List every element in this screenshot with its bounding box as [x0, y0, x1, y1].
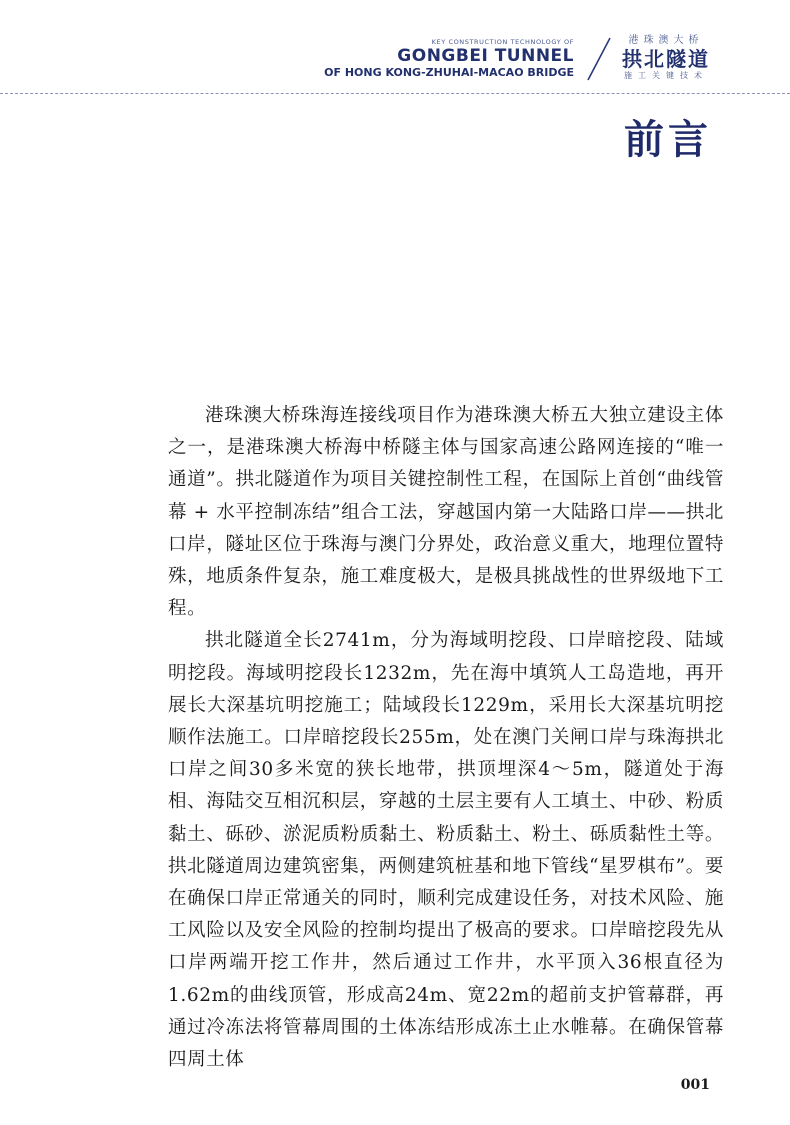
header-divider-slash — [584, 36, 614, 82]
header-en-title: GONGBEI TUNNEL — [397, 46, 574, 66]
header-en-subtitle: KEY CONSTRUCTION TECHNOLOGY OF — [431, 38, 574, 46]
header-cn-line1: 港珠澳大桥 — [628, 35, 704, 46]
header-english-title — [324, 38, 574, 80]
header-cn-line2: 拱北隧道 — [622, 47, 710, 71]
page-header — [0, 0, 790, 100]
header-cn-line3: 施工关键技术 — [624, 71, 708, 80]
page-title: 前言 — [624, 116, 712, 163]
body-text — [168, 400, 724, 1076]
paragraph-2: 拱北隧道全长2741m，分为海域明挖段、口岸暗挖段、陆域明挖段。海域明挖段长1232m，先在海中填筑人工岛造地，再开展长大深基坑明挖施工；陆域段长1229m，采用长大深基坑明挖顺作法施工。口岸暗挖段长255m，处在澳门关闸口岸与珠海拱北口岸之间30多米宽的狭长地带，拱顶埋深4～5m，隧道处于海相、海陆交互相沉积层，穿越的土层主要有人工填土、中砂、粉质黏土、砾砂、淤泥质粉质黏土、粉质黏土、粉土、砾质黏性土等。拱北隧道周边建筑密集，两侧建筑桩基和地下管线“星罗棋布”。要在确保口岸正常通关的同时，顺利完成建设任务，对技术风险、施工风险以及安全风险的控制均提出了极高的要求。口岸暗挖段先从口岸两端开挖工作井，然后通过工作井，水平顶入36根直径为1.62m的曲线顶管，形成高24m、宽22m的超前支护管幕群，再通过冷冻法将管幕周围的土体冻结形成冻土止水帷幕。在确保管幕四周土体 — [168, 630, 724, 1071]
header-en-subtitle-2: OF HONG KONG-ZHUHAI-MACAO BRIDGE — [324, 66, 574, 79]
header-dashed-rule — [0, 93, 790, 94]
page-number: 001 — [680, 1077, 710, 1093]
header-chinese-title — [622, 34, 710, 82]
paragraph-1: 港珠澳大桥珠海连接线项目作为港珠澳大桥五大独立建设主体之一，是港珠澳大桥海中桥隧主体与国家高速公路网连接的“唯一通道”。拱北隧道作为项目关键控制性工程，在国际上首创“曲线管幕 + 水平控制冻结”组合工法，穿越国内第一大陆路口岸——拱北口岸，隧址区位于珠海与澳门分界处，政治意义重大，地理位置特殊，地质条件复杂，施工难度极大，是极具挑战性的世界级地下工程。 — [168, 405, 724, 620]
